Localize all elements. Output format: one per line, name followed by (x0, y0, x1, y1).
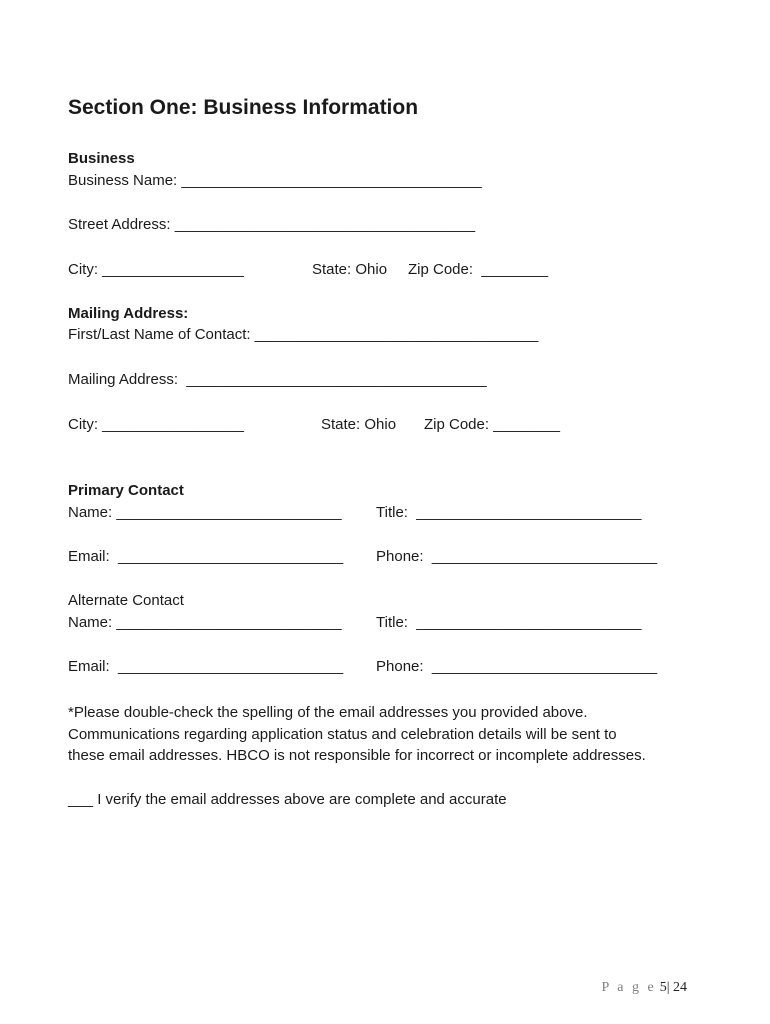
email-note-line1: *Please double-check the spelling of the email addresses you provided above. (68, 704, 588, 721)
business-name-field[interactable]: Business Name: ____________________________________ (68, 172, 482, 189)
primary-title-field[interactable]: Title: ___________________________ (376, 504, 642, 521)
page-footer (601, 980, 687, 996)
alternate-phone-field[interactable]: Phone: ___________________________ (376, 658, 658, 675)
alternate-email-field[interactable]: Email: ___________________________ (68, 658, 344, 675)
business-zip-field[interactable]: Zip Code: ________ (408, 261, 549, 278)
mailing-state-label: State: Ohio (321, 416, 397, 433)
verify-email-checkbox[interactable]: ___ I verify the email addresses above are complete and accurate (68, 791, 507, 808)
alternate-contact-heading: Alternate Contact (68, 592, 184, 609)
page-number: 5 (659, 980, 667, 995)
mailing-address-field[interactable]: Mailing Address: ____________________________________ (68, 371, 487, 388)
business-heading: Business (68, 150, 135, 167)
business-state-label: State: Ohio (312, 261, 388, 278)
primary-phone-field[interactable]: Phone: ___________________________ (376, 548, 658, 565)
mailing-zip-field[interactable]: Zip Code: ________ (424, 416, 560, 433)
business-city-field[interactable]: City: _________________ (68, 261, 244, 278)
primary-contact-heading: Primary Contact (68, 482, 184, 499)
primary-email-field[interactable]: Email: ___________________________ (68, 548, 344, 565)
page-word: P a g e (601, 980, 657, 995)
primary-name-field[interactable]: Name: ___________________________ (68, 504, 342, 521)
alternate-title-field[interactable]: Title: ___________________________ (376, 614, 642, 631)
street-address-field[interactable]: Street Address: ____________________________________ (68, 216, 476, 233)
contact-name-field[interactable]: First/Last Name of Contact: __________________________________ (68, 326, 539, 343)
mailing-heading: Mailing Address: (68, 305, 189, 322)
alternate-name-field[interactable]: Name: ___________________________ (68, 614, 342, 631)
email-note-line3: these email addresses. HBCO is not responsible for incorrect or incomplete addresses. (68, 747, 646, 764)
page-separator: | (666, 980, 670, 995)
section-title: Section One: Business Information (68, 96, 419, 119)
email-note (68, 702, 708, 767)
email-note-line2: Communications regarding application status and celebration details will be sent to (68, 725, 617, 743)
mailing-city-field[interactable]: City: _________________ (68, 416, 244, 433)
total-pages: 24 (673, 980, 687, 995)
